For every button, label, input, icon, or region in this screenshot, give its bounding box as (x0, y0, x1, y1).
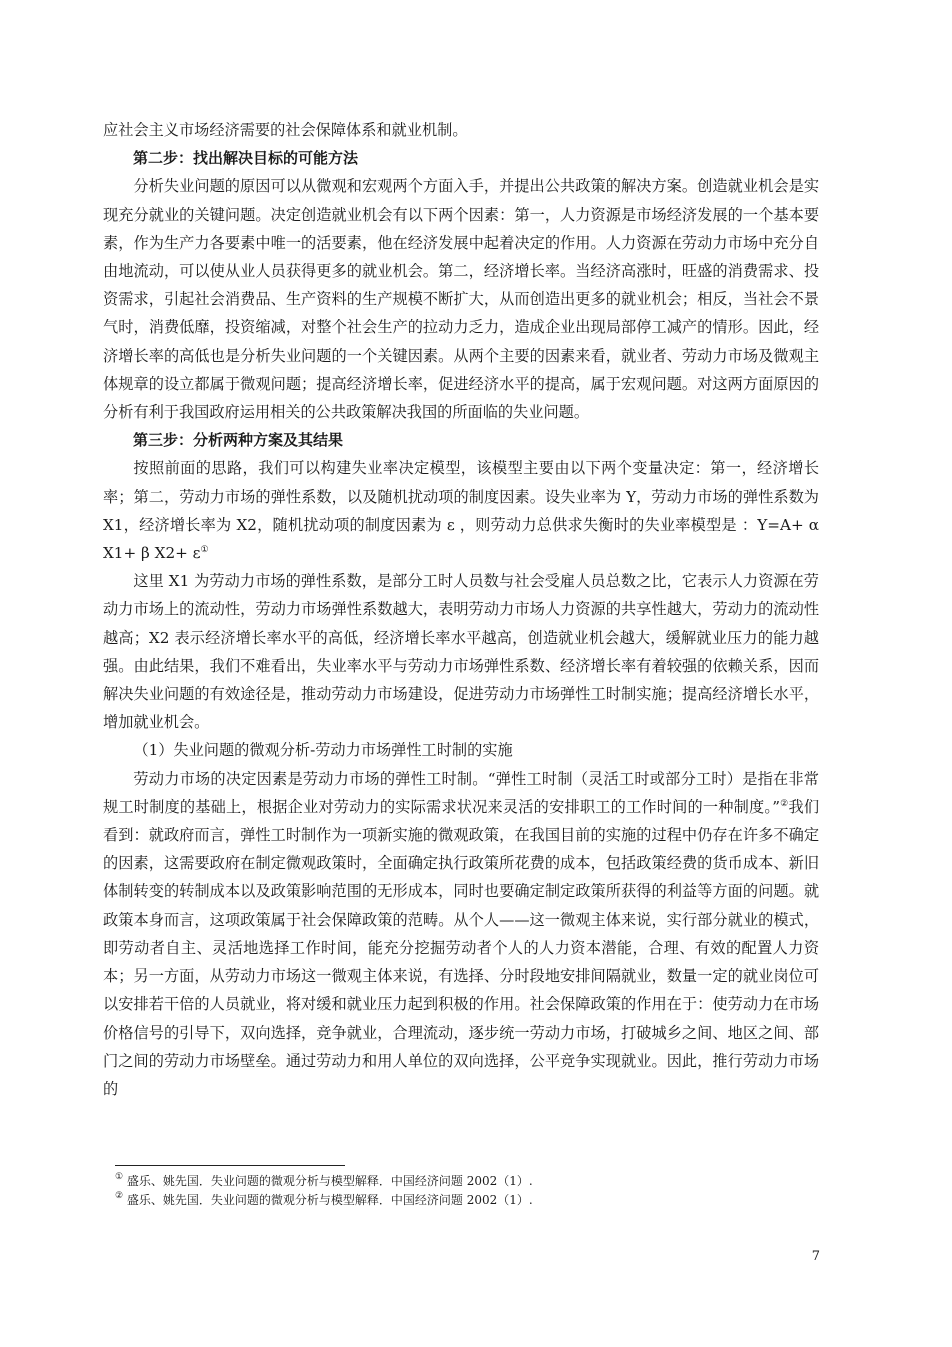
footnote-divider (115, 1165, 345, 1166)
footnote-text-1: 盛乐、姚先国．失业问题的微观分析与模型解释．中国经济问题 2002（1）. (123, 1174, 533, 1188)
footnote-ref-1[interactable]: ① (200, 545, 209, 556)
paragraph-model-text: 按照前面的思路，我们可以构建失业率决定模型，该模型主要由以下两个变量决定：第一，经济增长率；第二，劳动力市场的弹性系数，以及随机扰动项的制度因素。设失业率为 Y，劳动力市场的弹性系数为 X1，经济增长率为 X2，随机扰动项的制度因素为 ε ，则劳动力总供求失衡时的失业率模型是 ：Y=A+ α X1+ β X2+ ε (103, 459, 819, 563)
body-text (103, 116, 819, 1103)
paragraph-continuation: 应社会主义市场经济需要的社会保障体系和就业机制。 (103, 121, 468, 139)
section-heading-step2: 第二步：找出解决目标的可能方法 (133, 149, 359, 168)
paragraph-causes: 分析失业问题的原因可以从微观和宏观两个方面入手，并提出公共政策的解决方案。创造就业机会是实现充分就业的关键问题。决定创造就业机会有以下两个因素：第一，人力资源是市场经济发展的一个基本要素，作为生产力各要素中唯一的活要素，他在经济发展中起着决定的作用。人力资源在劳动力市场中充分自由地流动，可以使从业人员获得更多的就业机会。第二，经济增长率。当经济高涨时，旺盛的消费需求、投资需求，引起社会消费品、生产资料的生产规模不断扩大，从而创造出更多的就业机会；相反，当社会不景气时，消费低靡，投资缩减，对整个社会生产的拉动力乏力，造成企业出现局部停工减产的情形。因此，经济增长率的高低也是分析失业问题的一个关键因素。从两个主要的因素来看，就业者、劳动力市场及微观主体规章的设立都属于微观问题；提高经济增长率，促进经济水平的提高，属于宏观问题。对这两方面原因的分析有利于我国政府运用相关的公共政策解决我国的所面临的失业问题。 (103, 177, 819, 422)
footnote-mark-2: ② (115, 1191, 124, 1201)
footnote-2 (115, 1191, 815, 1210)
paragraph-flexible-hours-text-b: 我们看到：就政府而言，弹性工时制作为一项新实施的微观政策，在我国目前的实施的过程中仍存在许多不确定的因素，这需要政府在制定微观政策时，全面确定执行政策所花费的成本，包括政策经费的货币成本、新旧体制转变的转制成本以及政策影响范围的无形成本，同时也要确定制定政策所获得的利益等方面的问题。就政策本身而言，这项政策属于社会保障政策的范畴。从个人——这一微观主体来说，实行部分就业的模式，即劳动者自主、灵活地选择工作时间，能充分挖掘劳动者个人的人力资本潜能，合理、有效的配置人力资本；另一方面，从劳动力市场这一微观主体来说，有选择、分时段地安排间隔就业，数量一定的就业岗位可以安排若干倍的人员就业，将对缓和就业压力起到积极的作用。社会保障政策的作用在于：使劳动力在市场价格信号的引导下，双向选择，竞争就业，合理流动，逐步统一劳动力市场，打破城乡之间、地区之间、部门之间的劳动力市场壁垒。通过劳动力和用人单位的双向选择，公平竞争实现就业。因此，推行劳动力市场的 (103, 797, 820, 1098)
subsection-heading-1: （1）失业问题的微观分析-劳动力市场弹性工时制的实施 (133, 741, 513, 760)
footnotes (115, 1172, 815, 1210)
footnote-1 (115, 1172, 815, 1191)
footnote-mark-1: ① (115, 1172, 124, 1182)
footnote-text-2: 盛乐、姚先国．失业问题的微观分析与模型解释．中国经济问题 2002（1）. (123, 1193, 533, 1207)
paragraph-flexible-hours (103, 765, 819, 1103)
paragraph-model (103, 454, 819, 567)
page-number: 7 (811, 1249, 820, 1264)
paragraph-explanation: 这里 X1 为劳动力市场的弹性系数，是部分工时人员数与社会受雇人员总数之比，它表示人力资源在劳动力市场上的流动性，劳动力市场弹性系数越大，表明劳动力市场人力资源的共享性越大，劳动力的流动性越高；X2 表示经济增长率水平的高低，经济增长率水平越高，创造就业机会越大，缓解就业压力的能力越强。由此结果，我们不难看出，失业率水平与劳动力市场弹性系数、经济增长率有着较强的依赖关系，因而解决失业问题的有效途径是，推动劳动力市场建设，促进劳动力市场弹性工时制实施；提高经济增长水平，增加就业机会。 (103, 572, 819, 732)
footnote-ref-2[interactable]: ② (779, 798, 789, 809)
paragraph-flexible-hours-text-a: 劳动力市场的决定因素是劳动力市场的弹性工时制。“弹性工时制（灵活工时或部分工时）是指在非常规工时制度的基础上，根据企业对劳动力的实际需求状况来灵活的安排职工的工作时间的一种制度。” (103, 769, 819, 816)
section-heading-step3: 第三步：分析两种方案及其结果 (133, 431, 344, 450)
